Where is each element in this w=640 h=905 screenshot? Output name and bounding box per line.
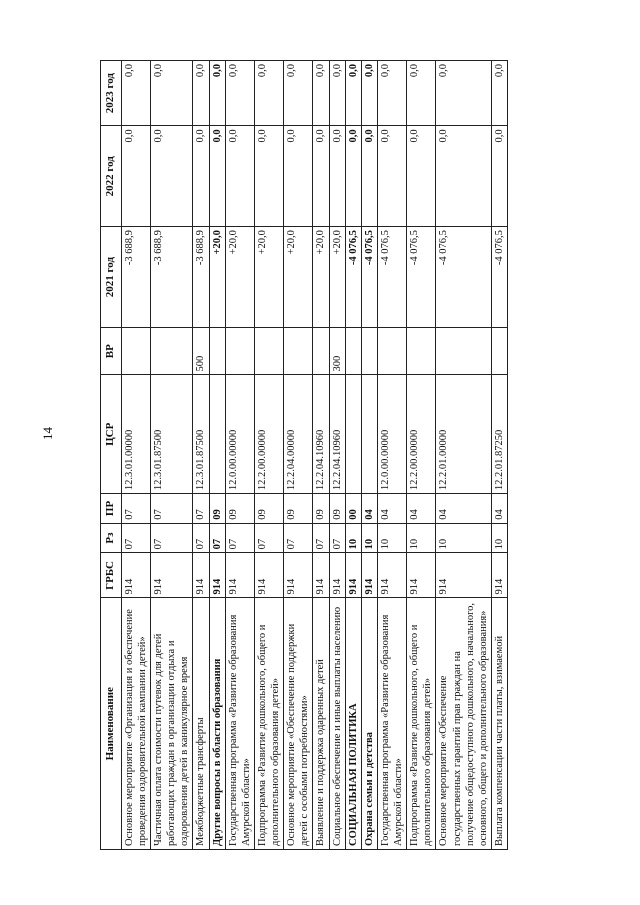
cell-name: Государственная программа «Развитие образования Амурской области» <box>225 598 254 850</box>
cell-grbs: 914 <box>361 553 377 598</box>
cell-2021: -4 076,5 <box>407 227 436 328</box>
cell-2023: 0,0 <box>209 61 225 126</box>
header-pr: ПР <box>101 494 122 524</box>
cell-name: Выплата компенсации части платы, взимаемой <box>491 598 507 850</box>
table-row <box>345 61 361 850</box>
cell-2023: 0,0 <box>284 61 313 126</box>
cell-rz: 10 <box>361 523 377 553</box>
cell-2022: 0,0 <box>436 126 492 227</box>
cell-name: Охрана семьи и детства <box>361 598 377 850</box>
cell-2022: 0,0 <box>377 126 406 227</box>
cell-2022: 0,0 <box>329 126 345 227</box>
cell-2023: 0,0 <box>121 61 150 126</box>
cell-pr: 04 <box>436 494 492 524</box>
cell-pr: 09 <box>209 494 225 524</box>
cell-name: Другие вопросы в области образования <box>209 598 225 850</box>
cell-2021: -4 076,5 <box>361 227 377 328</box>
cell-csr: 12.2.01.00000 <box>436 375 492 494</box>
cell-csr: 12.3.01.00000 <box>121 375 150 494</box>
cell-2021: -4 076,5 <box>345 227 361 328</box>
table-row <box>491 61 507 850</box>
cell-pr: 09 <box>329 494 345 524</box>
table-row <box>254 61 283 850</box>
cell-2021: -3 688,9 <box>121 227 150 328</box>
table-row <box>361 61 377 850</box>
cell-2021: -4 076,5 <box>377 227 406 328</box>
budget-table <box>100 60 508 850</box>
cell-2022: 0,0 <box>491 126 507 227</box>
cell-rz: 10 <box>377 523 406 553</box>
cell-csr: 12.2.04.10960 <box>313 375 329 494</box>
cell-2021: -3 688,9 <box>151 227 193 328</box>
page-number: 14 <box>40 427 55 440</box>
cell-name: Основное мероприятие «Обеспечение государственных гарантий прав граждан на получение общедоступного дошкольного, начального, основного, общего и дополнительного образования» <box>436 598 492 850</box>
cell-2021: +20,0 <box>209 227 225 328</box>
cell-2023: 0,0 <box>345 61 361 126</box>
cell-2022: 0,0 <box>284 126 313 227</box>
cell-2023: 0,0 <box>436 61 492 126</box>
table-row <box>407 61 436 850</box>
cell-2021: +20,0 <box>254 227 283 328</box>
cell-name: Социальное обеспечение и иные выплаты населению <box>329 598 345 850</box>
header-csr: ЦСР <box>101 375 122 494</box>
cell-pr: 09 <box>313 494 329 524</box>
table-body <box>121 61 507 850</box>
cell-pr: 07 <box>193 494 209 524</box>
cell-2022: 0,0 <box>209 126 225 227</box>
cell-csr: 12.2.04.10960 <box>329 375 345 494</box>
cell-grbs: 914 <box>121 553 150 598</box>
cell-pr: 04 <box>361 494 377 524</box>
cell-grbs: 914 <box>377 553 406 598</box>
header-2022: 2022 год <box>101 126 122 227</box>
header-grbs: ГРБС <box>101 553 122 598</box>
cell-rz: 10 <box>491 523 507 553</box>
cell-2023: 0,0 <box>361 61 377 126</box>
cell-grbs: 914 <box>151 553 193 598</box>
cell-rz: 07 <box>151 523 193 553</box>
table-header <box>101 61 122 850</box>
cell-vr <box>345 328 361 375</box>
cell-name: Подпрограмма «Развитие дошкольного, общего и дополнительного образования детей» <box>254 598 283 850</box>
cell-vr <box>209 328 225 375</box>
cell-2022: 0,0 <box>361 126 377 227</box>
cell-pr: 07 <box>151 494 193 524</box>
cell-2021: -3 688,9 <box>193 227 209 328</box>
cell-name: Государственная программа «Развитие образования Амурской области» <box>377 598 406 850</box>
cell-pr: 04 <box>491 494 507 524</box>
cell-grbs: 914 <box>313 553 329 598</box>
cell-grbs: 914 <box>407 553 436 598</box>
header-vr: ВР <box>101 328 122 375</box>
cell-name: Подпрограмма «Развитие дошкольного, общего и дополнительного образования детей» <box>407 598 436 850</box>
cell-vr <box>151 328 193 375</box>
table-row <box>151 61 193 850</box>
cell-grbs: 914 <box>345 553 361 598</box>
cell-csr <box>209 375 225 494</box>
cell-csr: 12.2.00.00000 <box>407 375 436 494</box>
cell-2023: 0,0 <box>225 61 254 126</box>
cell-2022: 0,0 <box>345 126 361 227</box>
cell-csr: 12.3.01.87500 <box>193 375 209 494</box>
cell-2022: 0,0 <box>313 126 329 227</box>
cell-rz: 07 <box>284 523 313 553</box>
cell-2023: 0,0 <box>151 61 193 126</box>
cell-name: Основное мероприятие «Организация и обеспечение проведения оздоровительной кампании детей» <box>121 598 150 850</box>
cell-vr <box>254 328 283 375</box>
cell-csr: 12.2.00.00000 <box>254 375 283 494</box>
cell-rz: 07 <box>254 523 283 553</box>
table-row <box>313 61 329 850</box>
cell-2021: +20,0 <box>329 227 345 328</box>
cell-csr: 12.0.00.00000 <box>225 375 254 494</box>
cell-rz: 10 <box>345 523 361 553</box>
cell-pr: 09 <box>284 494 313 524</box>
cell-vr <box>491 328 507 375</box>
cell-name: Выявление и поддержка одаренных детей <box>313 598 329 850</box>
table-row <box>377 61 406 850</box>
cell-name: Основное мероприятие «Обеспечение поддержки детей с особыми потребностями» <box>284 598 313 850</box>
cell-2023: 0,0 <box>407 61 436 126</box>
cell-vr: 500 <box>193 328 209 375</box>
table-row <box>121 61 150 850</box>
header-2023: 2023 год <box>101 61 122 126</box>
cell-grbs: 914 <box>284 553 313 598</box>
cell-name: Межбюджетные трансферты <box>193 598 209 850</box>
cell-2023: 0,0 <box>193 61 209 126</box>
header-name: Наименование <box>101 598 122 850</box>
cell-2022: 0,0 <box>254 126 283 227</box>
cell-2022: 0,0 <box>407 126 436 227</box>
cell-grbs: 914 <box>436 553 492 598</box>
cell-2022: 0,0 <box>121 126 150 227</box>
cell-rz: 07 <box>209 523 225 553</box>
cell-2023: 0,0 <box>329 61 345 126</box>
cell-csr: 12.2.01.87250 <box>491 375 507 494</box>
cell-pr: 09 <box>254 494 283 524</box>
cell-grbs: 914 <box>209 553 225 598</box>
cell-vr <box>436 328 492 375</box>
cell-pr: 07 <box>121 494 150 524</box>
header-rz: Рз <box>101 523 122 553</box>
cell-2022: 0,0 <box>225 126 254 227</box>
cell-csr: 12.2.04.00000 <box>284 375 313 494</box>
cell-vr: 300 <box>329 328 345 375</box>
cell-2023: 0,0 <box>491 61 507 126</box>
cell-2023: 0,0 <box>313 61 329 126</box>
cell-2021: +20,0 <box>313 227 329 328</box>
cell-csr <box>345 375 361 494</box>
table-row <box>436 61 492 850</box>
cell-name: Частичная оплата стоимости путевок для детей работающих граждан в организации отдыха и оздоровления детей в каникулярное время <box>151 598 193 850</box>
cell-vr <box>313 328 329 375</box>
cell-2021: +20,0 <box>284 227 313 328</box>
cell-vr <box>284 328 313 375</box>
cell-pr: 04 <box>407 494 436 524</box>
cell-csr <box>361 375 377 494</box>
table-row <box>225 61 254 850</box>
cell-2021: +20,0 <box>225 227 254 328</box>
table-row <box>193 61 209 850</box>
cell-vr <box>361 328 377 375</box>
cell-2021: -4 076,5 <box>491 227 507 328</box>
cell-pr: 04 <box>377 494 406 524</box>
cell-vr <box>225 328 254 375</box>
cell-2023: 0,0 <box>254 61 283 126</box>
cell-vr <box>407 328 436 375</box>
cell-rz: 07 <box>121 523 150 553</box>
budget-table-sheet <box>100 60 610 850</box>
cell-rz: 10 <box>407 523 436 553</box>
cell-grbs: 914 <box>491 553 507 598</box>
cell-rz: 07 <box>225 523 254 553</box>
cell-vr <box>377 328 406 375</box>
cell-grbs: 914 <box>193 553 209 598</box>
cell-grbs: 914 <box>225 553 254 598</box>
cell-vr <box>121 328 150 375</box>
cell-csr: 12.0.00.00000 <box>377 375 406 494</box>
cell-name: СОЦИАЛЬНАЯ ПОЛИТИКА <box>345 598 361 850</box>
cell-2022: 0,0 <box>151 126 193 227</box>
cell-rz: 07 <box>193 523 209 553</box>
cell-grbs: 914 <box>329 553 345 598</box>
cell-2022: 0,0 <box>193 126 209 227</box>
cell-rz: 10 <box>436 523 492 553</box>
cell-2021: -4 076,5 <box>436 227 492 328</box>
cell-pr: 09 <box>225 494 254 524</box>
table-row <box>329 61 345 850</box>
cell-csr: 12.3.01.87500 <box>151 375 193 494</box>
cell-pr: 00 <box>345 494 361 524</box>
header-2021: 2021 год <box>101 227 122 328</box>
cell-rz: 07 <box>313 523 329 553</box>
cell-rz: 07 <box>329 523 345 553</box>
table-row <box>209 61 225 850</box>
cell-grbs: 914 <box>254 553 283 598</box>
table-row <box>284 61 313 850</box>
cell-2023: 0,0 <box>377 61 406 126</box>
